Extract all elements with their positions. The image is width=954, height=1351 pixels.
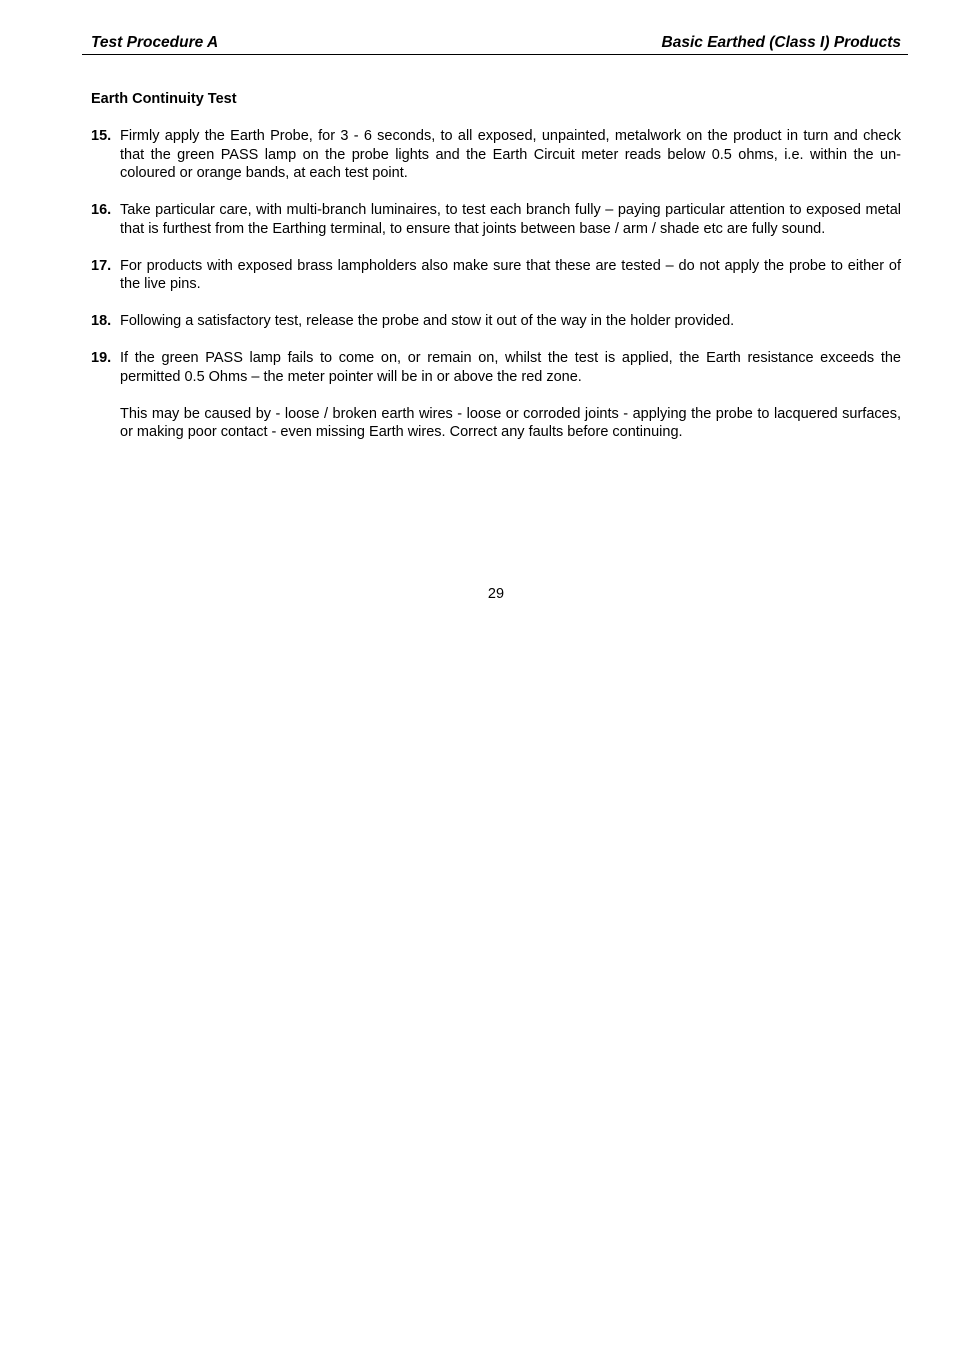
step-text: For products with exposed brass lampholders also make sure that these are tested – do not apply the probe to either of the live pins. [120, 257, 901, 292]
step-17 [91, 257, 901, 294]
step-number: 15. [91, 128, 112, 144]
header-section-title: Basic Earthed (Class I) Products [661, 34, 901, 51]
page-header [82, 33, 908, 55]
step-15 [91, 127, 901, 183]
step-number: 18. [91, 313, 112, 329]
step-number: 16. [91, 202, 112, 218]
step-number: 17. [91, 257, 112, 274]
procedure-steps [91, 127, 901, 460]
step-16 [91, 201, 901, 238]
step-note: This may be caused by - loose / broken earth wires - loose or corroded joints - applying the probe to lacquered surfaces, or making poor contact - even missing Earth wires. Correct any faults before continuing. [120, 405, 901, 440]
step-19 [91, 349, 901, 442]
step-text: Firmly apply the Earth Probe, for 3 - 6 seconds, to all exposed, unpainted, metalwork on the product in turn and check that the green PASS lamp on the probe lights and the Earth Circuit meter reads below 0.5 ohms, i.e. within the un-coloured or orange bands, at each test point. [120, 128, 901, 181]
step-text: If the green PASS lamp fails to come on, or remain on, whilst the test is applied, the Earth resistance exceeds the permitted 0.5 Ohms – the meter pointer will be in or above the red zone. [120, 350, 901, 385]
section-title: Earth Continuity Test [91, 91, 237, 107]
step-18 [91, 312, 901, 331]
header-document-title: Test Procedure A [91, 34, 219, 51]
step-text: Following a satisfactory test, release the probe and stow it out of the way in the holder provided. [120, 313, 735, 329]
page-number: 29 [487, 586, 505, 602]
step-text: Take particular care, with multi-branch luminaires, to test each branch fully – paying particular attention to exposed metal that is furthest from the Earthing terminal, to ensure that joints between base / arm / shade etc are fully sound. [120, 202, 901, 237]
step-number: 19. [91, 350, 112, 366]
